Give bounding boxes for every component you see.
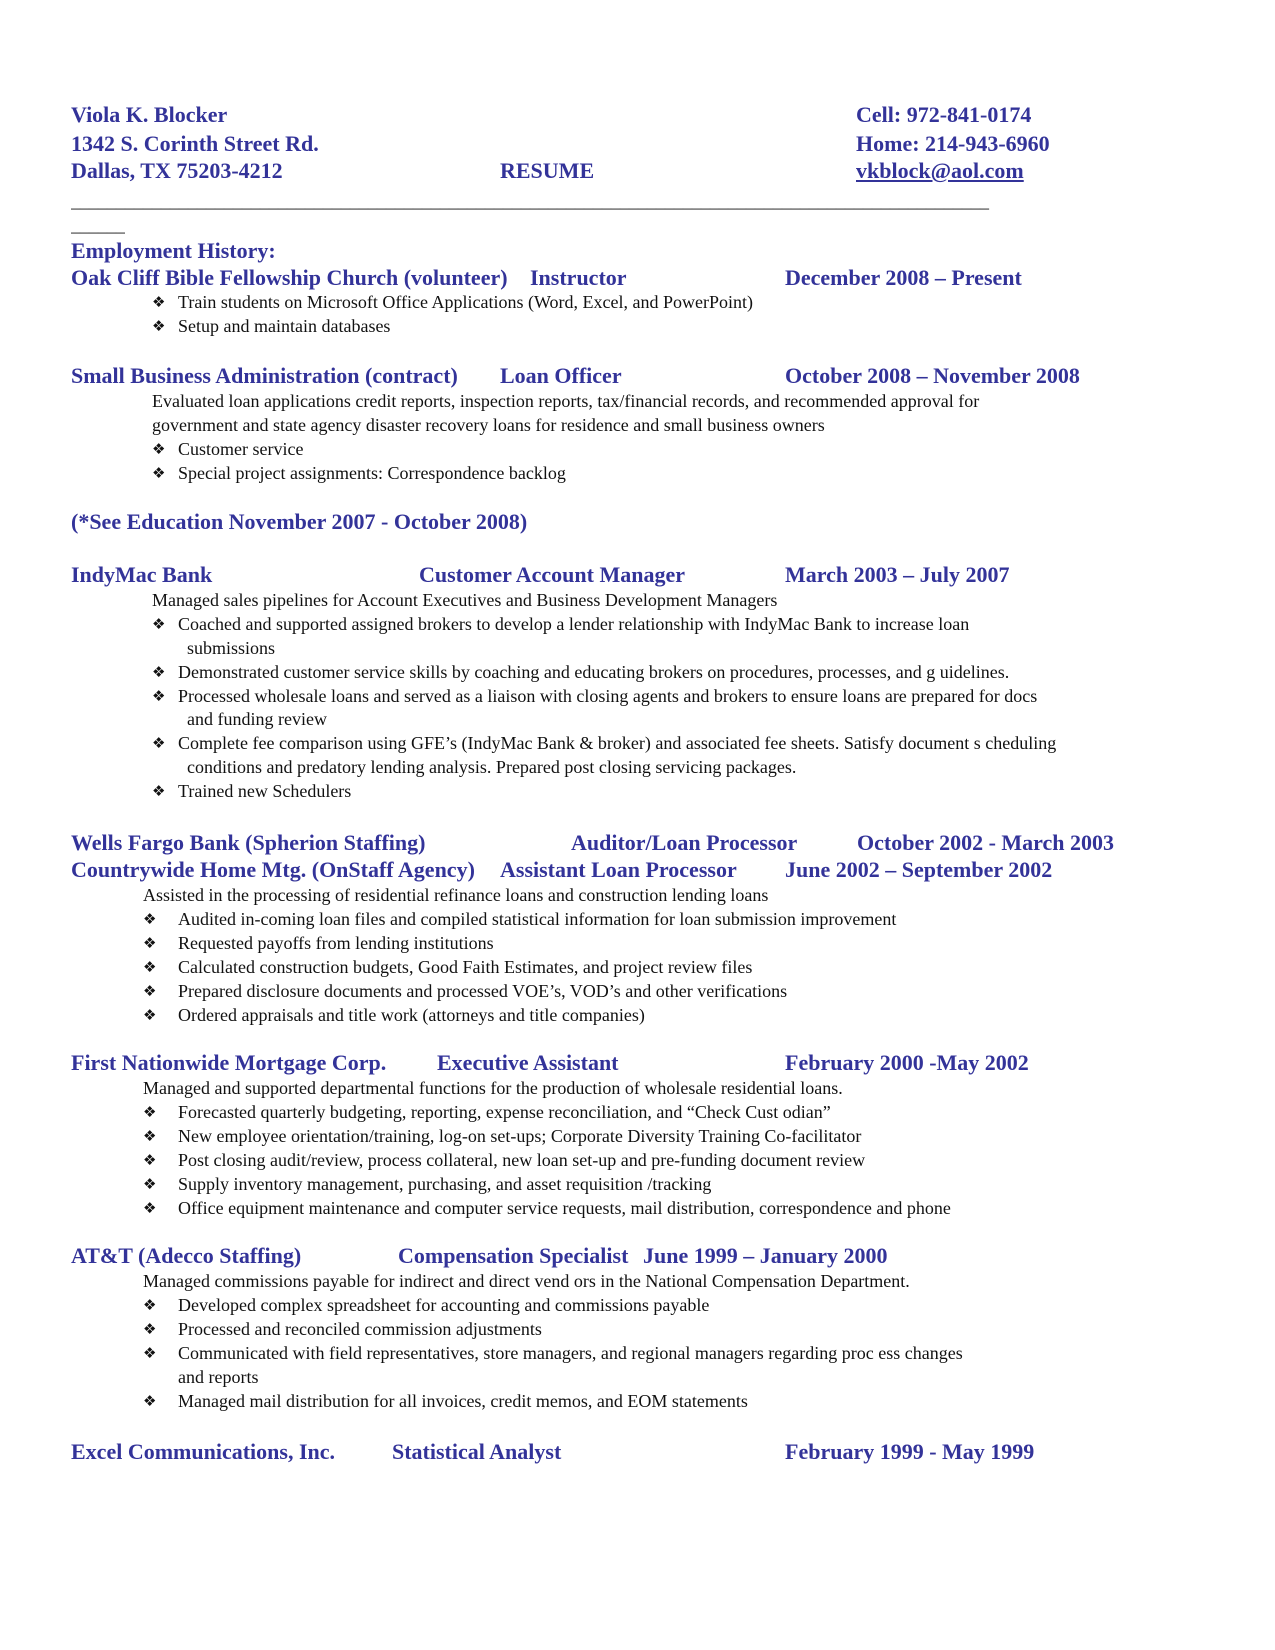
section-title: Employment History: — [71, 238, 276, 263]
job-dates: December 2008 – Present — [785, 265, 1022, 290]
bullet-text: Prepared disclosure documents and processed VOE’s, VOD’s and other verifications — [178, 981, 788, 1001]
bullet-icon: ❖ — [152, 734, 166, 752]
bullet-icon: ❖ — [152, 464, 166, 482]
bullet-text: Demonstrated customer service skills by coaching and educating brokers on procedures, processes, and g uidelines. — [178, 662, 1010, 682]
bullet-text: Audited in-coming loan files and compiled statistical information for loan submission improvement — [178, 909, 897, 929]
separator-line-tail: ______ — [71, 215, 125, 235]
bullet-text: Train students on Microsoft Office Applications (Word, Excel, and PowerPoint) — [178, 292, 753, 312]
bullet-text-continued: submissions — [187, 638, 276, 658]
bullet-text: Communicated with field representatives, store managers, and regional managers regarding proc ess changes — [178, 1343, 963, 1363]
bullet-text: Managed mail distribution for all invoices, credit memos, and EOM statements — [178, 1391, 748, 1411]
job-title: Customer Account Manager — [419, 562, 685, 587]
cell-phone: Cell: 972-841-0174 — [856, 102, 1032, 127]
job-company: IndyMac Bank — [71, 562, 213, 587]
candidate-name: Viola K. Blocker — [71, 102, 228, 127]
bullet-icon: ❖ — [143, 1175, 157, 1193]
bullet-text: Supply inventory management, purchasing, and asset requisition /tracking — [178, 1174, 712, 1194]
document-title: RESUME — [500, 158, 595, 183]
bullet-text-continued: conditions and predatory lending analysis. Prepared post closing servicing packages. — [187, 757, 797, 777]
bullet-icon: ❖ — [152, 293, 166, 311]
bullet-text: Customer service — [178, 439, 304, 459]
bullet-text: Post closing audit/review, process collateral, new loan set-up and pre-funding document review — [178, 1150, 866, 1170]
bullet-icon: ❖ — [152, 687, 166, 705]
bullet-icon: ❖ — [152, 440, 166, 458]
bullet-icon: ❖ — [143, 1006, 157, 1024]
bullet-text: New employee orientation/training, log-on set-ups; Corporate Diversity Training Co-facilitator — [178, 1126, 862, 1146]
bullet-text: Calculated construction budgets, Good Faith Estimates, and project review files — [178, 957, 753, 977]
bullet-text: Developed complex spreadsheet for accounting and commissions payable — [178, 1295, 710, 1315]
job-summary: Evaluated loan applications credit reports, inspection reports, tax/financial records, and recommended approval for — [152, 391, 980, 411]
job-company: Wells Fargo Bank (Spherion Staffing) — [71, 830, 426, 855]
bullet-text-continued: and funding review — [187, 709, 327, 729]
email-link[interactable]: vkblock@aol.com — [856, 158, 1024, 183]
bullet-icon: ❖ — [143, 1127, 157, 1145]
job-dates: March 2003 – July 2007 — [785, 562, 1010, 587]
home-phone: Home: 214-943-6960 — [856, 131, 1050, 156]
job-title: Loan Officer — [500, 363, 622, 388]
bullet-text: Ordered appraisals and title work (attorneys and title companies) — [178, 1005, 645, 1025]
job-dates: October 2002 - March 2003 — [857, 830, 1115, 855]
job-dates: June 2002 – September 2002 — [785, 857, 1053, 882]
bullet-icon: ❖ — [143, 934, 157, 952]
bullet-icon: ❖ — [143, 1392, 157, 1410]
bullet-text: Forecasted quarterly budgeting, reporting, expense reconciliation, and “Check Cust odian” — [178, 1102, 831, 1122]
job-dates: February 2000 -May 2002 — [785, 1050, 1029, 1075]
bullet-text: Coached and supported assigned brokers to develop a lender relationship with IndyMac Bank to increase loan — [178, 614, 970, 634]
bullet-icon: ❖ — [143, 958, 157, 976]
bullet-text-continued: and reports — [178, 1367, 259, 1387]
bullet-icon: ❖ — [143, 1344, 157, 1362]
bullet-text: Complete fee comparison using GFE’s (IndyMac Bank & broker) and associated fee sheets. Satisfy document s cheduling — [178, 733, 1057, 753]
job-summary: Managed commissions payable for indirect and direct vend ors in the National Compensation Department. — [143, 1271, 910, 1291]
bullet-text: Requested payoffs from lending institutions — [178, 933, 494, 953]
job-dates: June 1999 – January 2000 — [643, 1243, 888, 1268]
bullet-icon: ❖ — [143, 910, 157, 928]
job-title: Auditor/Loan Processor — [571, 830, 798, 855]
job-summary: Managed sales pipelines for Account Executives and Business Development Managers — [152, 590, 778, 610]
job-title: Compensation Specialist — [398, 1243, 629, 1268]
bullet-icon: ❖ — [143, 1320, 157, 1338]
job-company: AT&T (Adecco Staffing) — [71, 1243, 302, 1268]
job-title: Executive Assistant — [437, 1050, 619, 1075]
job-company: Countrywide Home Mtg. (OnStaff Agency) — [71, 857, 475, 882]
bullet-icon: ❖ — [143, 1151, 157, 1169]
bullet-text: Trained new Schedulers — [178, 781, 352, 801]
bullet-icon: ❖ — [143, 982, 157, 1000]
bullet-text: Setup and maintain databases — [178, 316, 391, 336]
job-dates: February 1999 - May 1999 — [785, 1439, 1035, 1464]
address-line-2: Dallas, TX 75203-4212 — [71, 158, 283, 183]
education-note: (*See Education November 2007 - October 2008) — [71, 509, 528, 534]
bullet-icon: ❖ — [152, 317, 166, 335]
job-title: Assistant Loan Processor — [500, 857, 737, 882]
bullet-icon: ❖ — [143, 1103, 157, 1121]
job-summary: government and state agency disaster recovery loans for residence and small business owners — [152, 415, 825, 435]
bullet-text: Processed wholesale loans and served as a liaison with closing agents and brokers to ensure loans are prepared for docs — [178, 686, 1038, 706]
bullet-icon: ❖ — [143, 1199, 157, 1217]
address-line-1: 1342 S. Corinth Street Rd. — [71, 131, 319, 156]
job-company: Oak Cliff Bible Fellowship Church (volunteer) — [71, 265, 508, 290]
job-company: Small Business Administration (contract) — [71, 363, 458, 388]
bullet-icon: ❖ — [152, 782, 166, 800]
job-summary: Managed and supported departmental functions for the production of wholesale residential loans. — [143, 1078, 843, 1098]
bullet-icon: ❖ — [152, 663, 166, 681]
bullet-text: Office equipment maintenance and computer service requests, mail distribution, correspondence and phone — [178, 1198, 951, 1218]
bullet-icon: ❖ — [143, 1296, 157, 1314]
job-summary: Assisted in the processing of residential refinance loans and construction lending loans — [143, 885, 769, 905]
job-dates: October 2008 – November 2008 — [785, 363, 1080, 388]
job-title: Statistical Analyst — [392, 1439, 562, 1464]
job-company: First Nationwide Mortgage Corp. — [71, 1050, 387, 1075]
separator-line: ______________________________________________________________________________________________________ — [71, 191, 989, 211]
job-company: Excel Communications, Inc. — [71, 1439, 335, 1464]
bullet-text: Processed and reconciled commission adjustments — [178, 1319, 542, 1339]
job-title: Instructor — [530, 265, 627, 290]
bullet-icon: ❖ — [152, 615, 166, 633]
bullet-text: Special project assignments: Correspondence backlog — [178, 463, 566, 483]
